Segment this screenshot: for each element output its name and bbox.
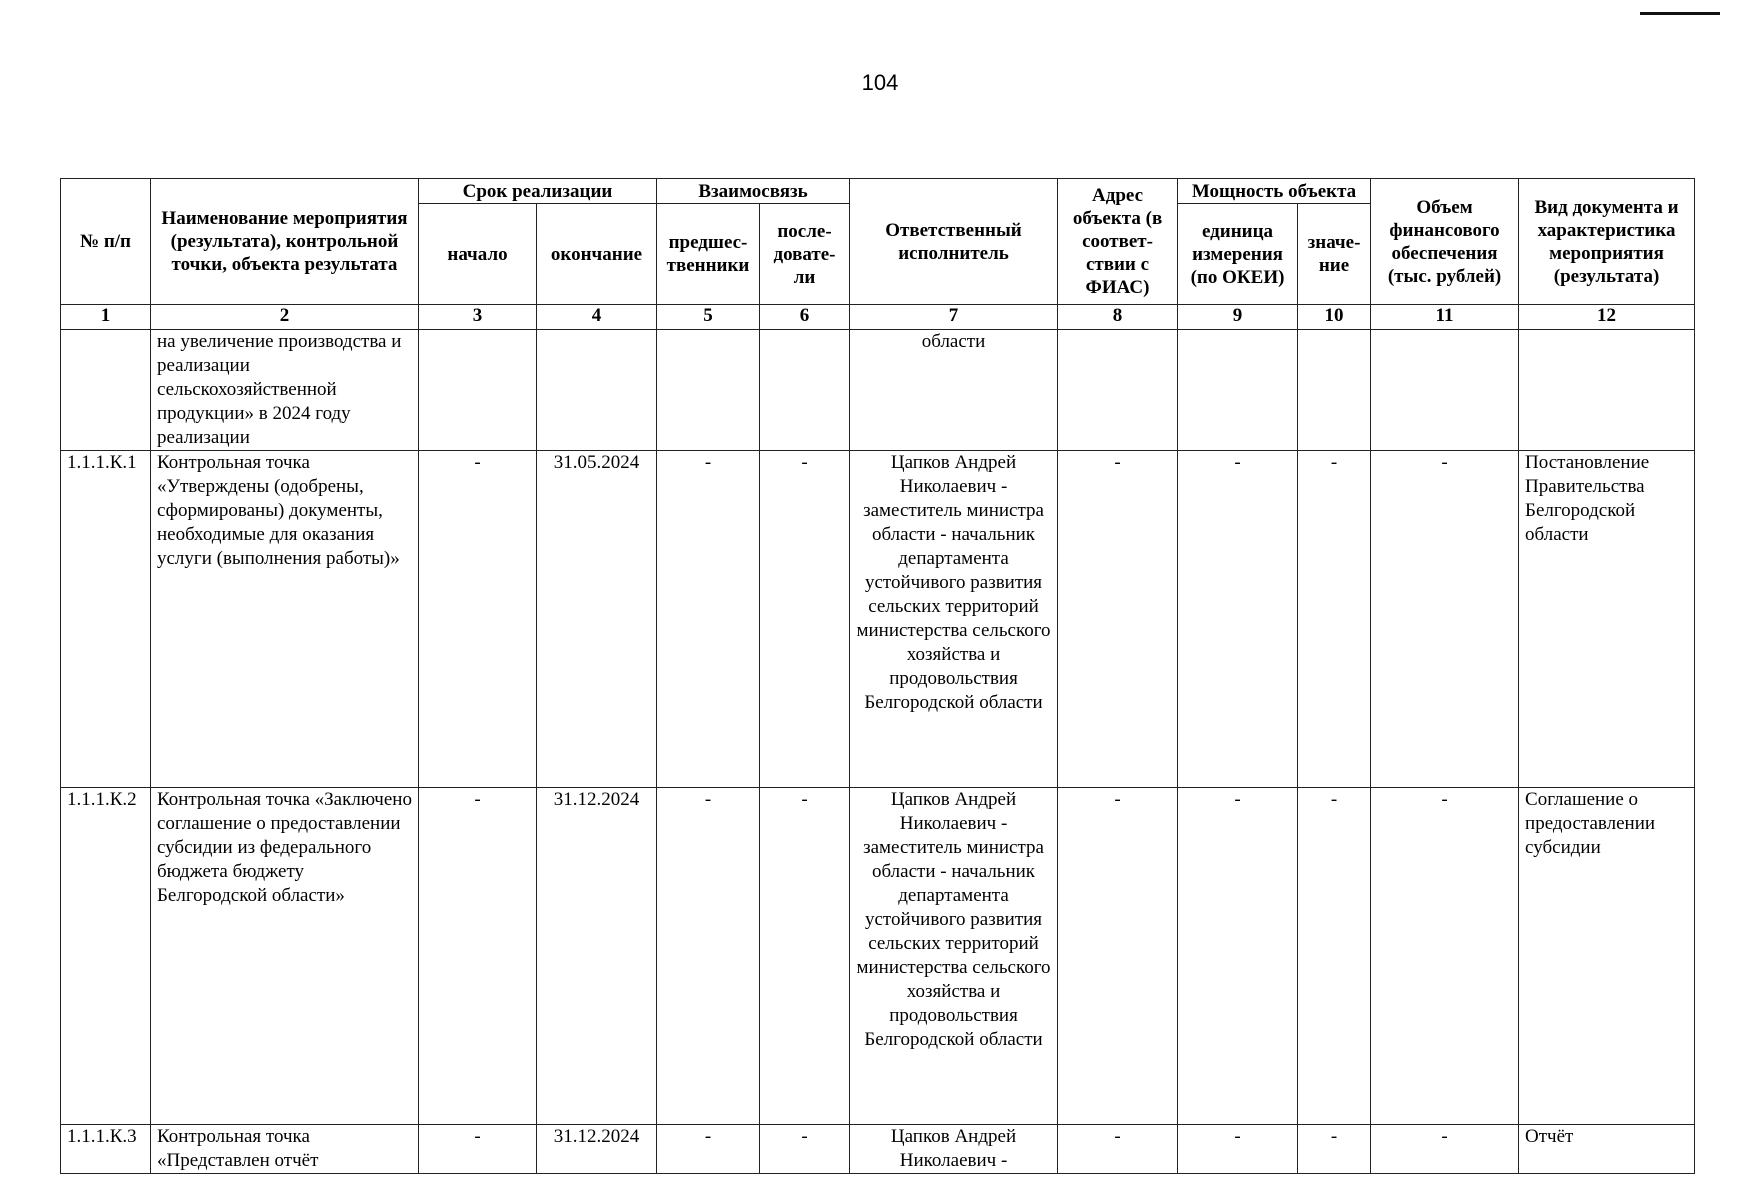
row-address: - (1058, 788, 1178, 1125)
row-name: Контрольная точка «Утверждены (одобрены, сформированы) документы, необходимые для оказания услуги (выполнения работы)» (151, 451, 419, 788)
top-edge-rule (1640, 12, 1720, 15)
row-number (61, 330, 151, 451)
column-number: 10 (1298, 305, 1371, 330)
row-unit: - (1178, 1125, 1298, 1174)
column-number: 5 (657, 305, 760, 330)
row-unit: - (1178, 788, 1298, 1125)
row-number: 1.1.1.К.1 (61, 451, 151, 788)
row-unit (1178, 330, 1298, 451)
row-financing (1371, 330, 1519, 451)
row-name: на увеличение производства и реализации сельскохозяйственной продукции» в 2024 году реализации (151, 330, 419, 451)
row-responsible: области (850, 330, 1058, 451)
row-name: Контрольная точка «Представлен отчёт (151, 1125, 419, 1174)
header-responsible: Ответственный исполнитель (850, 179, 1058, 305)
header-group-moshchnost: Мощность объекта (1178, 179, 1371, 204)
plan-table (60, 178, 1695, 1174)
row-address (1058, 330, 1178, 451)
row-responsible: Цапков Андрей Николаевич - (850, 1125, 1058, 1174)
column-number: 6 (760, 305, 850, 330)
row-responsible: Цапков Андрей Николаевич - заместитель министра области - начальник департамента устойчивого развития сельских территорий министерства сельского хозяйства и продовольствия Белгородской области (850, 451, 1058, 788)
row-start: - (419, 788, 537, 1125)
row-value (1298, 330, 1371, 451)
row-unit: - (1178, 451, 1298, 788)
header-unit: единица измерения (по ОКЕИ) (1178, 204, 1298, 305)
row-successors: - (760, 451, 850, 788)
table-row (61, 788, 1695, 1125)
header-start: начало (419, 204, 537, 305)
row-predecessors: - (657, 788, 760, 1125)
column-number: 8 (1058, 305, 1178, 330)
header-name: Наименование мероприятия (результата), контрольной точки, объекта результата (151, 179, 419, 305)
row-predecessors: - (657, 451, 760, 788)
row-number: 1.1.1.К.3 (61, 1125, 151, 1174)
row-name: Контрольная точка «Заключено соглашение о предоставлении субсидии из федерального бюджета бюджету Белгородской области» (151, 788, 419, 1125)
row-successors: - (760, 788, 850, 1125)
header-predecessors: предшес-твенники (657, 204, 760, 305)
header-npp: № п/п (61, 179, 151, 305)
row-start (419, 330, 537, 451)
table-row (61, 330, 1695, 451)
page-number: 104 (861, 70, 899, 95)
row-number: 1.1.1.К.2 (61, 788, 151, 1125)
row-start: - (419, 1125, 537, 1174)
row-end: 31.12.2024 (537, 788, 657, 1125)
table-row (61, 1125, 1695, 1174)
row-address: - (1058, 451, 1178, 788)
row-address: - (1058, 1125, 1178, 1174)
row-document: Соглашение о предоставлении субсидии (1519, 788, 1695, 1125)
row-predecessors (657, 330, 760, 451)
column-number: 9 (1178, 305, 1298, 330)
row-end: 31.05.2024 (537, 451, 657, 788)
column-number: 1 (61, 305, 151, 330)
row-responsible: Цапков Андрей Николаевич - заместитель министра области - начальник департамента устойчивого развития сельских территорий министерства сельского хозяйства и продовольствия Белгородской области (850, 788, 1058, 1125)
row-value: - (1298, 451, 1371, 788)
row-document: Постановление Правительства Белгородской области (1519, 451, 1695, 788)
column-number: 3 (419, 305, 537, 330)
header-end: окончание (537, 204, 657, 305)
row-predecessors: - (657, 1125, 760, 1174)
row-financing: - (1371, 1125, 1519, 1174)
column-number-row (61, 305, 1695, 330)
row-successors (760, 330, 850, 451)
column-number: 11 (1371, 305, 1519, 330)
header-financing: Объем финансового обеспечения (тыс. рублей) (1371, 179, 1519, 305)
header-address: Адрес объекта (в соответ-ствии с ФИАС) (1058, 179, 1178, 305)
header-document: Вид документа и характеристика мероприятия (результата) (1519, 179, 1695, 305)
row-financing: - (1371, 451, 1519, 788)
row-value: - (1298, 1125, 1371, 1174)
row-financing: - (1371, 788, 1519, 1125)
column-number: 4 (537, 305, 657, 330)
header-group-vzaimosvyaz: Взаимосвязь (657, 179, 850, 204)
column-number: 7 (850, 305, 1058, 330)
column-number: 2 (151, 305, 419, 330)
column-number: 12 (1519, 305, 1695, 330)
header-group-srok: Срок реализации (419, 179, 657, 204)
header-successors: после-довате-ли (760, 204, 850, 305)
row-end (537, 330, 657, 451)
row-document (1519, 330, 1695, 451)
header-value: значе-ние (1298, 204, 1371, 305)
row-successors: - (760, 1125, 850, 1174)
row-end: 31.12.2024 (537, 1125, 657, 1174)
table-row (61, 451, 1695, 788)
row-value: - (1298, 788, 1371, 1125)
row-start: - (419, 451, 537, 788)
row-document: Отчёт (1519, 1125, 1695, 1174)
